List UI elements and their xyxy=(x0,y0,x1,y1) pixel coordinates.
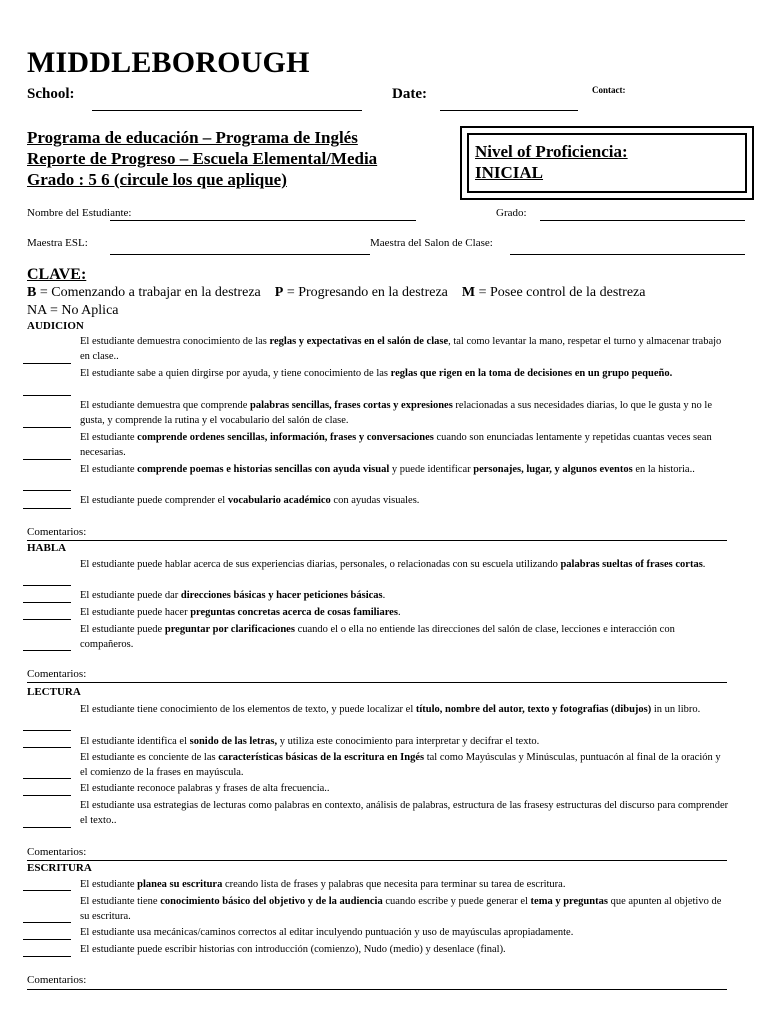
skill-text: El estudiante reconoce palabras y frases de alta frecuencia.. xyxy=(80,783,330,794)
comments-line[interactable] xyxy=(27,860,727,861)
rating-blank[interactable] xyxy=(23,939,71,940)
rating-blank[interactable] xyxy=(23,956,71,957)
skill-text: . xyxy=(397,607,401,618)
skill-text: El estudiante sabe a quien dirgirse por ayuda, y tiene conocimiento de las xyxy=(80,368,391,379)
skill-item xyxy=(80,702,730,717)
skill-text: relacionadas a sus necesidades diarias, lo que le gusta y no le gusta, y comprende la rutina y el vocabulario del salón de clase. xyxy=(80,400,712,426)
skill-text-bold: preguntar por clarificaciones xyxy=(164,624,295,635)
skill-text-bold: tema y preguntas xyxy=(530,896,608,907)
school-district-title: MIDDLEBOROUGH xyxy=(27,46,310,79)
contact-label: Contact: xyxy=(592,85,626,95)
skill-text-bold: características básicas de la escritura en Ingés xyxy=(218,752,425,763)
skill-text: con ayudas visuales. xyxy=(330,495,420,506)
skill-item xyxy=(80,798,730,828)
rating-blank[interactable] xyxy=(23,795,71,796)
proficiency-value: INICIAL xyxy=(475,163,544,182)
student-name-field[interactable] xyxy=(110,220,416,221)
rating-blank[interactable] xyxy=(23,459,71,460)
skill-text: en la historia.. xyxy=(632,464,695,475)
rating-blank[interactable] xyxy=(23,827,71,828)
grade-label: Grado: xyxy=(496,207,527,219)
rating-blank[interactable] xyxy=(23,490,71,491)
skill-text: tal como Mayúsculas y Minúsculas, puntuacón al final de la oración y el comienzo de la frases en mayúscula. xyxy=(80,752,721,778)
skill-item xyxy=(80,366,730,381)
program-line-3: Grado : 5 6 (circule los que aplique) xyxy=(27,170,287,189)
skill-text-bold: direcciones básicas y hacer peticiones básicas xyxy=(180,590,383,601)
comments-label: Comentarios: xyxy=(27,974,87,986)
rating-blank[interactable] xyxy=(23,619,71,620)
skill-item xyxy=(80,588,730,603)
key-b-code: B xyxy=(27,285,37,300)
section-title-lectura: LECTURA xyxy=(27,686,81,698)
skill-item xyxy=(80,462,730,477)
skill-text: y puede identificar xyxy=(389,464,474,475)
skill-item xyxy=(80,734,730,749)
program-line-2: Reporte de Progreso – Escuela Elemental/Media xyxy=(27,149,378,168)
skill-text: El estudiante puede escribir historias con introducción (comienzo), Nudo (medio) y desenlace (final). xyxy=(80,944,506,955)
key-na: NA = No Aplica xyxy=(27,303,119,318)
esl-teacher-label: Maestra ESL: xyxy=(27,237,88,249)
rating-blank[interactable] xyxy=(23,363,71,364)
skill-text: , tal como levantar la mano, respetar el turno y almacenar trabajo en clase.. xyxy=(80,336,722,362)
skill-text: El estudiante xyxy=(80,464,138,475)
rating-blank[interactable] xyxy=(23,395,71,396)
skill-text: . xyxy=(382,590,386,601)
skill-text-bold: reglas y expectativas en el salón de clase xyxy=(269,336,449,347)
rating-blank[interactable] xyxy=(23,890,71,891)
class-teacher-field[interactable] xyxy=(510,254,745,255)
skill-text-bold: conocimiento básico del objetivo y de la audiencia xyxy=(160,896,383,907)
skill-text-bold: sonido de las letras, xyxy=(189,736,278,747)
rating-blank[interactable] xyxy=(23,427,71,428)
skill-text: El estudiante demuestra conocimiento de las xyxy=(80,336,270,347)
school-label: School: xyxy=(27,86,75,102)
skill-text: El estudiante demuestra que comprende xyxy=(80,400,250,411)
key-m-code: M xyxy=(461,285,476,300)
skill-text: El estudiante puede dar xyxy=(80,590,181,601)
section-title-escritura: ESCRITURA xyxy=(27,862,92,874)
comments-line[interactable] xyxy=(27,682,727,683)
skill-text-bold: comprende ordenes sencillas, información, frases y conversaciones xyxy=(137,432,434,443)
key-legend xyxy=(27,285,645,301)
skill-item xyxy=(80,622,730,652)
skill-text: creando lista de frases y palabras que necesita para terminar su tarea de escritura. xyxy=(222,879,566,890)
school-field-line[interactable] xyxy=(92,110,362,111)
skill-text: El estudiante identifica el xyxy=(80,736,190,747)
skill-text: cuando escribe y puede generar el xyxy=(382,896,531,907)
skill-item xyxy=(80,877,730,892)
skill-text-bold: personajes, lugar, y algunos eventos xyxy=(473,464,633,475)
skill-text: . xyxy=(702,559,706,570)
skill-item xyxy=(80,334,730,364)
skill-text: El estudiante es conciente de las xyxy=(80,752,219,763)
skill-item xyxy=(80,750,730,780)
rating-blank[interactable] xyxy=(23,602,71,603)
rating-blank[interactable] xyxy=(23,585,71,586)
skill-text: que apunten al objetivo de su escritura. xyxy=(80,896,722,922)
rating-blank[interactable] xyxy=(23,730,71,731)
comments-label: Comentarios: xyxy=(27,526,87,538)
grade-field[interactable] xyxy=(540,220,745,221)
key-p-text: = Progresando en la destreza xyxy=(283,285,448,300)
skill-item xyxy=(80,398,730,428)
program-line-1: Programa de educación – Programa de Inglés xyxy=(27,128,358,147)
skill-text-bold: preguntas concretas acerca de cosas familiares xyxy=(190,607,398,618)
key-title: CLAVE: xyxy=(27,266,87,283)
key-b-text: = Comenzando a trabajar en la destreza xyxy=(36,285,261,300)
program-title xyxy=(27,127,377,190)
skill-text-bold: palabras sencillas, frases cortas y expresiones xyxy=(249,400,453,411)
skill-text: El estudiante tiene conocimiento de los elementos de texto, y puede localizar el xyxy=(80,704,416,715)
skill-text: El estudiante tiene xyxy=(80,896,161,907)
section-title-habla: HABLA xyxy=(27,542,67,554)
key-p-code: P xyxy=(274,285,284,300)
rating-blank[interactable] xyxy=(23,508,71,509)
proficiency-level-box xyxy=(460,126,754,200)
rating-blank[interactable] xyxy=(23,778,71,779)
skill-item xyxy=(80,925,730,940)
skill-text: y utiliza este conocimiento para interpretar y decifrar el texto. xyxy=(277,736,540,747)
skill-text: El estudiante puede hacer xyxy=(80,607,191,618)
skill-text: El estudiante xyxy=(80,879,138,890)
skill-item xyxy=(80,557,730,572)
key-m-text: = Posee control de la destreza xyxy=(475,285,646,300)
comments-line[interactable] xyxy=(27,989,727,990)
skill-text: El estudiante puede hablar acerca de sus experiencias diarias, personales, o relacionadas con su escuela utilizando xyxy=(80,559,561,570)
skill-text-bold: título, nombre del autor, texto y fotografias (dibujos) xyxy=(415,704,652,715)
comments-label: Comentarios: xyxy=(27,846,87,858)
date-field-line[interactable] xyxy=(440,110,578,111)
date-label: Date: xyxy=(392,86,427,102)
rating-blank[interactable] xyxy=(23,650,71,651)
student-name-label: Nombre del Estudiante: xyxy=(27,207,132,219)
skill-text: El estudiante xyxy=(80,432,138,443)
comments-line[interactable] xyxy=(27,540,727,541)
rating-blank[interactable] xyxy=(23,747,71,748)
skill-text-bold: vocabulario académico xyxy=(227,495,331,506)
skill-text-bold: reglas que rigen en la toma de decisiones en un grupo pequeño. xyxy=(390,368,673,379)
comments-label: Comentarios: xyxy=(27,668,87,680)
skill-text: El estudiante usa mecánicas/caminos correctos al editar inculyendo puntuación y uso de mayúsculas apropiadamente. xyxy=(80,927,574,938)
rating-blank[interactable] xyxy=(23,922,71,923)
skill-item xyxy=(80,942,730,957)
skill-text: El estudiante puede comprender el xyxy=(80,495,228,506)
skill-text-bold: planea su escritura xyxy=(137,879,223,890)
skill-item xyxy=(80,430,730,460)
section-title-audicion: AUDICION xyxy=(27,320,84,332)
proficiency-label: Nivel of Proficiencia: xyxy=(475,142,628,161)
skill-text-bold: palabras sueltas of frases cortas xyxy=(560,559,703,570)
skill-text: El estudiante usa estrategias de lecturas como palabras en contexto, análisis de palabras, estructura de las frasesy estructuras del discurso para comprender el texto.. xyxy=(80,800,729,826)
skill-text: cuando el o ella no entiende las direcciones del salón de clase, lecciones e interacción con compañeros. xyxy=(80,624,675,650)
class-teacher-label: Maestra del Salon de Clase: xyxy=(370,237,493,249)
skill-text-bold: comprende poemas e historias sencillas con ayuda visual xyxy=(137,464,390,475)
skill-item xyxy=(80,894,730,924)
skill-text: El estudiante puede xyxy=(80,624,165,635)
skill-text: in un libro. xyxy=(651,704,701,715)
esl-teacher-field[interactable] xyxy=(110,254,370,255)
skill-item xyxy=(80,781,730,796)
skill-item xyxy=(80,493,730,508)
skill-item xyxy=(80,605,730,620)
skill-text: cuando son enunciadas lentamente y repetidas cuantas veces sean necesarias. xyxy=(80,432,712,458)
